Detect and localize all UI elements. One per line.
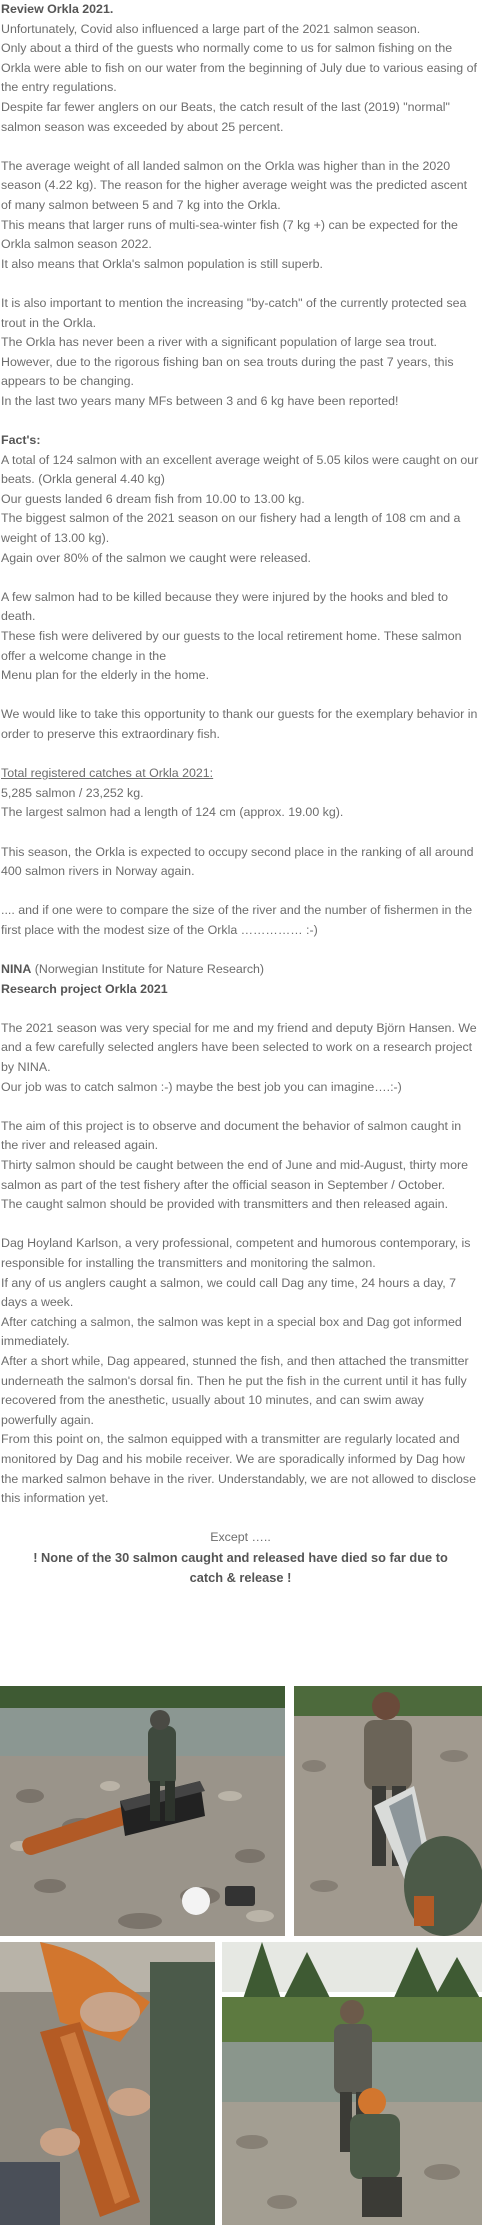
trout-line-4: In the last two years many MFs between 3 and 6 kg have been reported! [1,393,399,408]
fact-1: A total of 124 salmon with an excellent average weight of 5.05 kilos were caught on our beats. (Orkla general 4.40 kg) [1,452,479,487]
photo-two-anglers-river [222,1942,482,2225]
intro-line-2: Only about a third of the guests who normally come to us for salmon fishing on the Orkla were able to fish on our water from the beginning of July due to various easing of the entry regulations. [1,41,477,95]
article-title: Review Orkla 2021. [1,2,114,16]
nina-full: (Norwegian Institute for Nature Research) [31,962,265,977]
aim-line-3: The caught salmon should be provided with transmitters and then released again. [1,1197,449,1212]
aim-line-2: Thirty salmon should be caught between the end of June and mid-August, thirty more salmon as part of the test fishery after the official season in September / October. [1,1158,468,1192]
totals-heading: Total registered catches at Orkla 2021: [1,766,214,781]
fact-4: Again over 80% of the salmon we caught were released. [1,550,311,565]
weight-line-3: It also means that Orkla's salmon population is still superb. [1,256,323,271]
totals-line-1: 5,285 salmon / 23,252 kg. [1,785,144,800]
photo-transmitter-tube [0,1942,215,2225]
dag-line-2: If any of us anglers caught a salmon, we could call Dag any time, 24 hours a day, 7 days a week. [1,1275,457,1310]
intro-line-3: Despite far fewer anglers on our Beats, the catch result of the last (2019) "normal" salmon season was exceeded by about 25 percent. [1,99,450,134]
photo-river-box [0,1686,285,1936]
nina-abbr: NINA [1,962,32,977]
dag-line-5: From this point on, the salmon equipped with a transmitter are regularly located and monitored by Dag and his mobile receiver. We are sporadically informed by Dag how the marked salmon behave in the river. Understandably, we are not allowed to disclose this information yet. [1,1432,477,1506]
totals-line-2: The largest salmon had a length of 124 cm (approx. 19.00 kg). [1,805,344,820]
dag-line-1: Dag Hoyland Karlson, a very professional, competent and humorous contemporary, is responsible for installing the transmitters and monitoring the salmon. [1,1236,471,1270]
compare-line: .... and if one were to compare the size of the river and the number of fishermen in the first place with the modest size of the Orkla …………… :-) [1,903,473,937]
research-line-1: The 2021 season was very special for me and my friend and deputy Björn Hansen. We and a few carefully selected anglers have been selected to work on a research project by NINA. [1,1020,477,1075]
highlight-line: ! None of the 30 salmon caught and released have died so far due to catch & release ! [33,1549,448,1585]
weight-line-2: This means that larger runs of multi-sea-winter fish (7 kg +) can be expected for the Orkla salmon season 2022. [1,217,458,252]
thanks-line: We would like to take this opportunity to thank our guests for the exemplary behavior in order to preserve this extraordinary fish. [1,707,478,741]
facts-heading: Fact's: [1,433,41,448]
trout-line-3: However, due to the rigorous fishing ban on sea trouts during the past 7 years, this appears to be changing. [1,354,454,389]
research-title: Research project Orkla 2021 [1,981,168,996]
dag-line-4: After a short while, Dag appeared, stunned the fish, and then attached the transmitter underneath the salmon's dorsal fin. Then he put the fish in the current until it has fully recovered from the anesthetic, usually about 10 minutes, and can swim away powerfully again. [1,1353,469,1427]
research-line-2: Our job was to catch salmon :-) maybe the best job you can imagine….:-) [1,1079,402,1094]
photo-two-anglers-river-icon [222,1942,482,2225]
fact-2: Our guests landed 6 dream fish from 10.00 to 13.00 kg. [1,491,305,506]
except-line: Except ….. [210,1530,271,1545]
photo-river-box-icon [0,1686,285,1936]
photo-angler-salmon [294,1686,482,1936]
photo-transmitter-tube-icon [0,1942,215,2225]
conclusion-block [1,1528,480,1587]
intro-line-1: Unfortunately, Covid also influenced a large part of the 2021 salmon season. [1,21,421,36]
killed-line-3: Menu plan for the elderly in the home. [1,668,210,683]
killed-line-2: These fish were delivered by our guests to the local retirement home. These salmon offer a welcome change in the [1,629,462,663]
dag-line-3: After catching a salmon, the salmon was kept in a special box and Dag got informed immediately. [1,1314,462,1349]
fact-3: The biggest salmon of the 2021 season on our fishery had a length of 108 cm and a weight of 13.00 kg). [1,511,461,546]
weight-line-1: The average weight of all landed salmon on the Orkla was higher than in the 2020 season (4.22 kg). The reason for the higher average weight was the predicted ascent of many salmon between 5 and 7 kg into the Orkla. [1,158,468,212]
photo-angler-with-salmon-icon [294,1686,482,1936]
ranking-line: This season, the Orkla is expected to occupy second place in the ranking of all around 400 salmon rivers in Norway again. [1,844,474,879]
killed-line-1: A few salmon had to be killed because they were injured by the hooks and bled to death. [1,589,449,624]
aim-line-1: The aim of this project is to observe and document the behavior of salmon caught in the river and released again. [1,1118,462,1153]
nina-line [1,960,480,980]
trout-line-2: The Orkla has never been a river with a significant population of large sea trout. [1,335,437,350]
trout-line-1: It is also important to mention the increasing "by-catch" of the currently protected sea trout in the Orkla. [1,295,467,330]
